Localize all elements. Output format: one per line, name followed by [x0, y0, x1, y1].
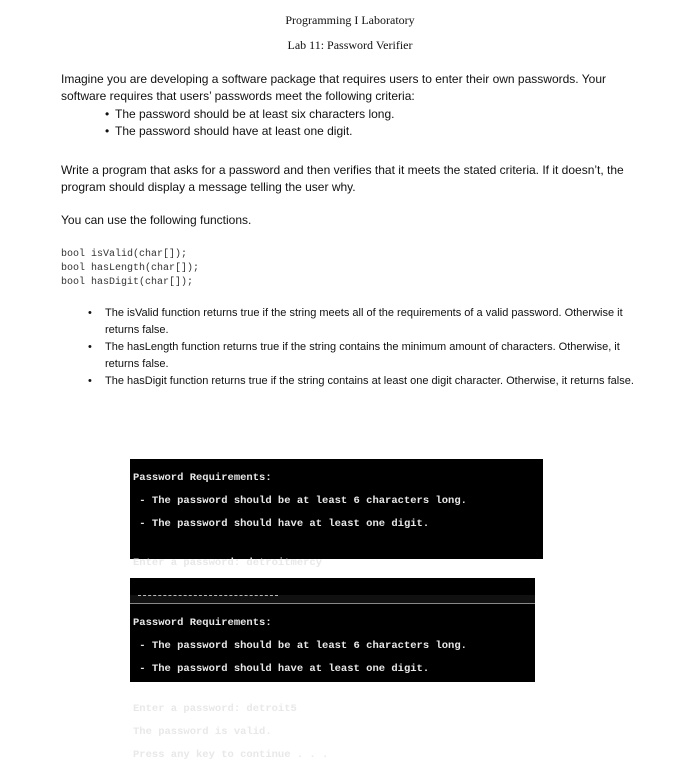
functions-intro: You can use the following functions. [61, 213, 252, 227]
function-description-item: • The isValid function returns true if the string meets all of the requirements of a valid password. Otherwise it returns false. [88, 307, 623, 336]
function-description-item: • The hasLength function returns true if the string contains the minimum amount of characters. Otherwise, it returns false. [88, 341, 620, 370]
code-line: bool isValid(char[]); [61, 249, 188, 260]
function-description-item: • The hasDigit function returns true if the string contains at least one digit character. Otherwise, it returns false. [88, 373, 648, 390]
bullet-icon: • [88, 307, 92, 319]
task-paragraph: Write a program that asks for a password and then verifies that it meets the stated criteria. If it doesn’t, the program should display a message telling the user why. [61, 163, 624, 194]
console-line: Password Requirements: [133, 471, 272, 484]
code-line: bool hasLength(char[]); [61, 263, 200, 274]
console-line: - The password should be at least 6 characters long. [133, 640, 467, 652]
console-line: Enter a password: detroitmercy [133, 557, 323, 569]
console-line: The password is valid. [133, 725, 272, 738]
criteria-item: • The password should be at least six characters long. [105, 107, 395, 121]
code-block [61, 248, 199, 290]
criteria-item: • The password should have at least one digit. [105, 124, 353, 138]
bullet-icon: • [88, 341, 92, 353]
bullet-icon: • [88, 375, 92, 387]
console-line: Press any key to continue . . . [133, 748, 329, 761]
console-titlebar [130, 595, 535, 604]
console-output-invalid [130, 459, 543, 569]
criteria-list [105, 106, 394, 140]
bullet-icon: • [105, 124, 110, 138]
console-line: - The password should have at least one digit. [133, 663, 430, 675]
console-line: - The password should have at least one digit. [133, 517, 430, 530]
intro-paragraph: Imagine you are developing a software package that requires users to enter their own passwords. Your software requires that users’ passwords meet the following criteria: [61, 72, 606, 103]
lab-title: Lab 11: Password Verifier [287, 38, 413, 52]
function-description-list [88, 305, 648, 390]
course-title: Programming I Laboratory [285, 13, 415, 27]
console-line: - The password should be at least 6 characters long. [133, 494, 467, 507]
console-line: Password Requirements: [133, 617, 272, 629]
console-line: Enter a password: detroit5 [133, 702, 297, 715]
code-line: bool hasDigit(char[]); [61, 277, 194, 288]
bullet-icon: • [105, 107, 110, 121]
console-output-valid [130, 578, 535, 761]
